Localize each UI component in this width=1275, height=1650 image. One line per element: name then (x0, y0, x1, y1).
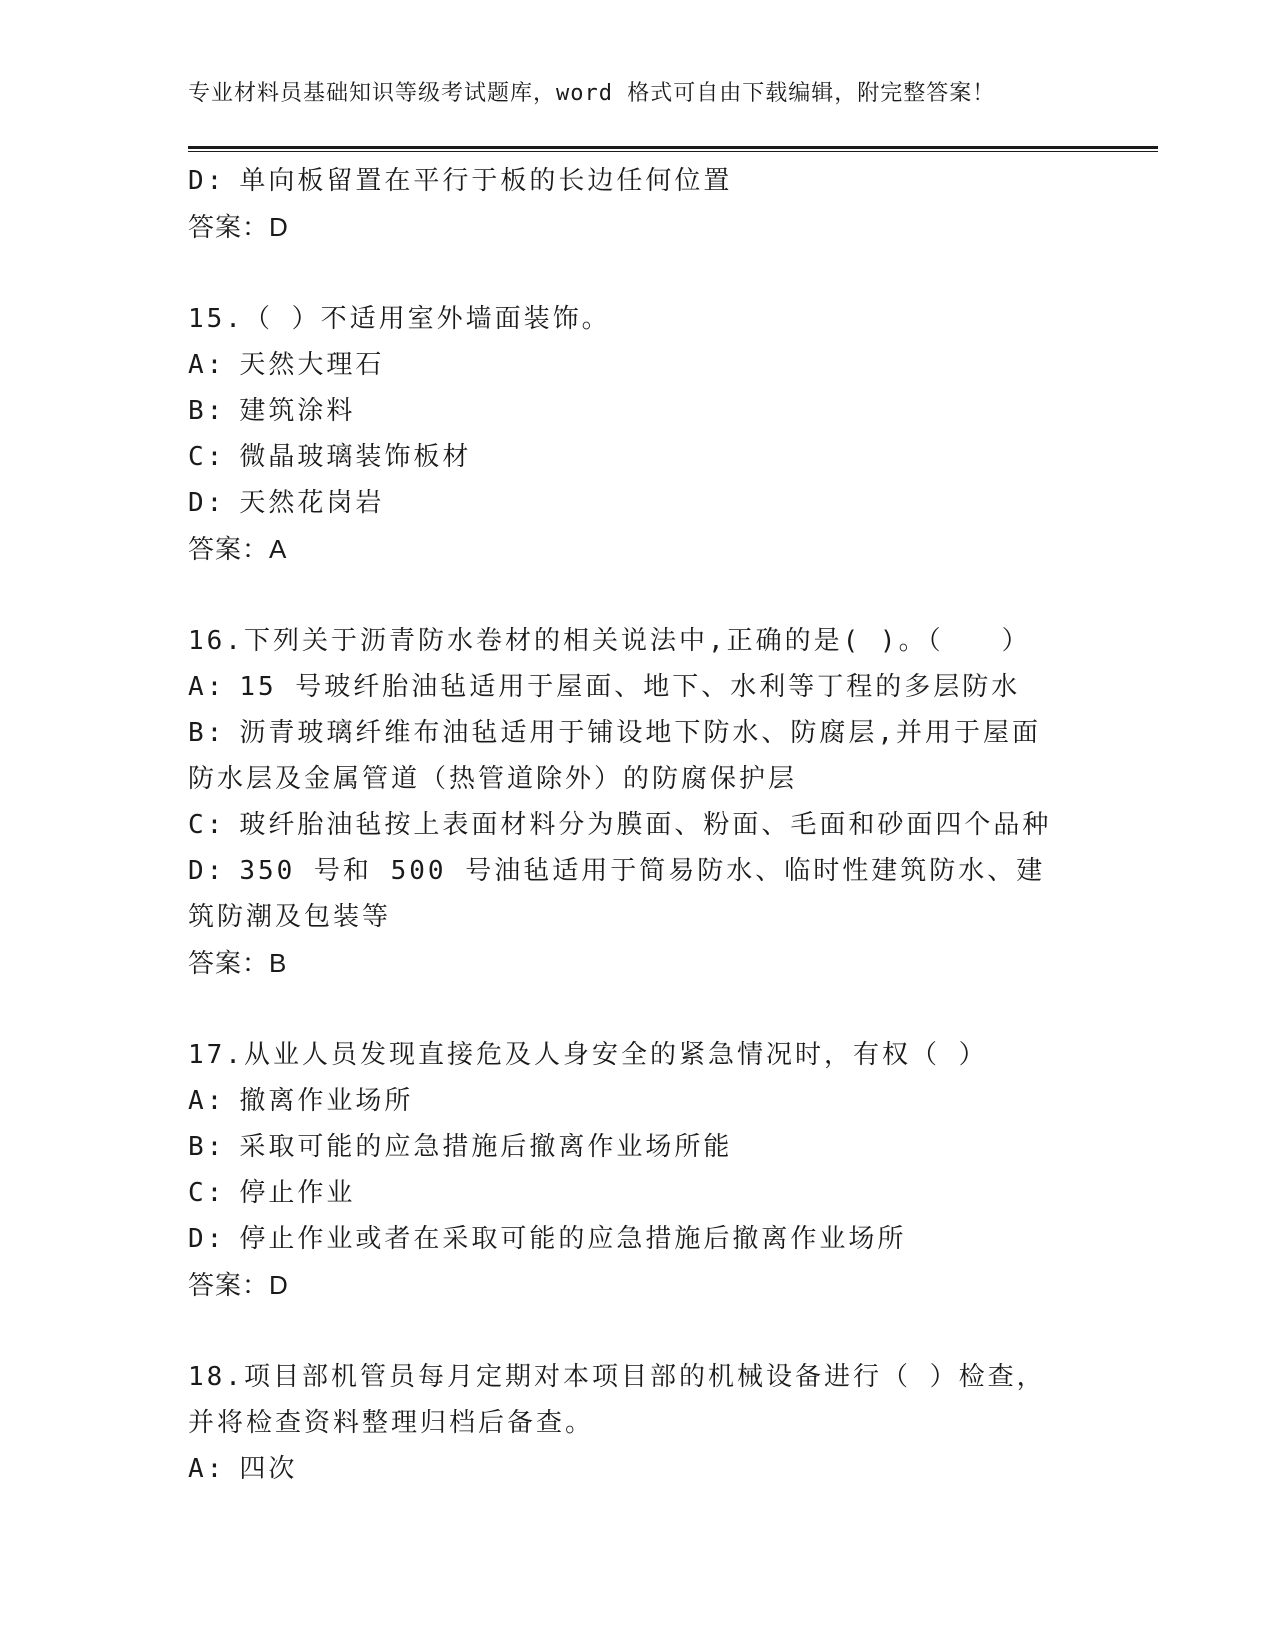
answer: 答案：A (188, 534, 288, 564)
option-a: A: 15 号玻纤胎油毡适用于屋面、地下、水利等丁程的多层防水 (188, 672, 1021, 702)
option-b: B: 采取可能的应急措施后撤离作业场所能 (188, 1132, 733, 1162)
question-block-15 (188, 296, 1068, 572)
question-block-18 (188, 1354, 1068, 1492)
option-d: D: 停止作业或者在采取可能的应急措施后撤离作业场所 (188, 1224, 907, 1254)
option-c: C: 停止作业 (188, 1178, 356, 1208)
question-block-16 (188, 618, 1068, 986)
option-b: B: 沥青玻璃纤维布油毡适用于铺设地下防水、防腐层,并用于屋面防水层及金属管道（热管道除外）的防腐保护层 (188, 718, 1041, 794)
question-block-17 (188, 1032, 1068, 1308)
question-stem: 16.下列关于沥青防水卷材的相关说法中,正确的是( )。（ ） (188, 626, 1031, 656)
page-header: 专业材料员基础知识等级考试题库，word 格式可自由下载编辑，附完整答案！ (188, 81, 996, 106)
answer: 答案：D (188, 212, 289, 242)
header-divider (188, 146, 1158, 152)
option-d: D: 单向板留置在平行于板的长边任何位置 (188, 166, 733, 196)
question-stem: 17.从业人员发现直接危及人身安全的紧急情况时，有权（ ） (188, 1040, 988, 1070)
answer: 答案：B (188, 948, 288, 978)
option-a: A: 撤离作业场所 (188, 1086, 414, 1116)
option-b: B: 建筑涂料 (188, 396, 356, 426)
option-c: C: 玻纤胎油毡按上表面材料分为膜面、粉面、毛面和砂面四个品种 (188, 810, 1052, 840)
option-d: D: 350 号和 500 号油毡适用于简易防水、临时性建筑防水、建筑防潮及包装等 (188, 856, 1046, 932)
option-d: D: 天然花岗岩 (188, 488, 385, 518)
question-stem: 15.（ ）不适用室外墙面装饰。 (188, 304, 611, 334)
option-a: A: 天然大理石 (188, 350, 385, 380)
option-c: C: 微晶玻璃装饰板材 (188, 442, 472, 472)
question-list (188, 158, 1068, 1492)
question-stem: 18.项目部机管员每月定期对本项目部的机械设备进行（ ）检查，并将检查资料整理归档后备查。 (188, 1362, 1046, 1438)
option-a: A: 四次 (188, 1454, 298, 1484)
answer: 答案：D (188, 1270, 289, 1300)
question-block-prev (188, 158, 1068, 250)
